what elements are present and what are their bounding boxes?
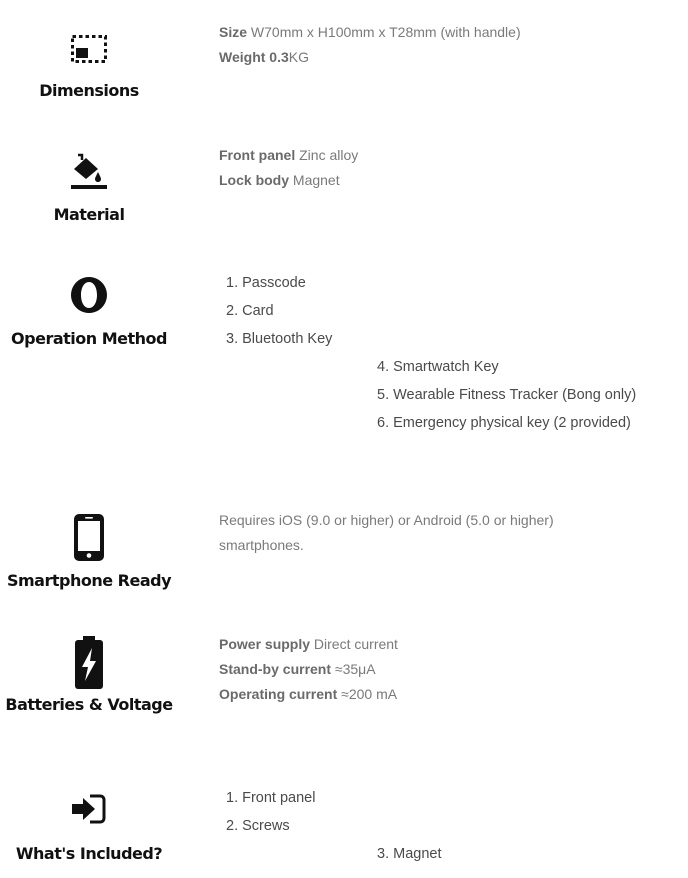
spec-row [219, 682, 398, 707]
batteries-specs [219, 632, 398, 707]
battery-bolt-icon [75, 636, 103, 689]
spec-key: Weight 0.3 [219, 49, 289, 65]
spec-key: Lock body [219, 172, 290, 188]
smartphone-icon [74, 514, 104, 561]
spec-key: Operating current [219, 686, 338, 702]
spec-row [219, 168, 358, 193]
material-title: Material [53, 205, 125, 224]
spec-key: Size [219, 24, 248, 40]
sign-in-arrow-icon [72, 794, 106, 824]
operation-list-continued [377, 353, 636, 437]
list-item: 3. Magnet [377, 846, 442, 862]
spec-key: Stand-by current [219, 661, 332, 677]
spec-value: ≈200 mA [341, 686, 398, 702]
spec-row [219, 632, 398, 657]
dimensions-specs [219, 20, 521, 70]
spec-row [219, 143, 358, 168]
ring-icon [70, 276, 108, 314]
list-item: 5. Wearable Fitness Tracker (Bong only) [377, 387, 637, 403]
batteries-title: Batteries & Voltage [5, 695, 173, 714]
list-item: 1. Passcode [226, 275, 306, 291]
included-title: What's Included? [15, 844, 163, 863]
operation-title: Operation Method [11, 329, 167, 348]
spec-value: ≈35μA [334, 661, 376, 677]
list-item: 1. Front panel [226, 790, 316, 806]
smartphone-description: Requires iOS (9.0 or higher) or Android (5.0 or higher) smartphones. [219, 512, 554, 553]
spec-row [219, 20, 521, 45]
spec-key: Power supply [219, 636, 311, 652]
spec-value: Direct current [313, 636, 398, 652]
list-item: 6. Emergency physical key (2 provided) [377, 415, 631, 431]
spec-value: W70mm x H100mm x T28mm (with handle) [250, 24, 521, 40]
paint-bucket-icon [70, 152, 108, 190]
smartphone-title: Smartphone Ready [6, 571, 172, 590]
spec-value: Magnet [292, 172, 340, 188]
spec-value: Zinc alloy [299, 147, 359, 163]
dimensions-icon [71, 35, 107, 63]
list-item: 2. Card [226, 303, 274, 319]
spec-key: Front panel [219, 147, 296, 163]
dimensions-title: Dimensions [39, 81, 139, 100]
included-list [226, 784, 315, 840]
list-item: 3. Bluetooth Key [226, 331, 333, 347]
spec-row [219, 657, 398, 682]
list-item: 2. Screws [226, 818, 290, 834]
operation-list [226, 269, 332, 353]
included-list-continued [377, 840, 442, 868]
material-specs [219, 143, 358, 193]
spec-row [219, 45, 521, 70]
spec-value: KG [288, 49, 309, 65]
list-item: 4. Smartwatch Key [377, 359, 499, 375]
